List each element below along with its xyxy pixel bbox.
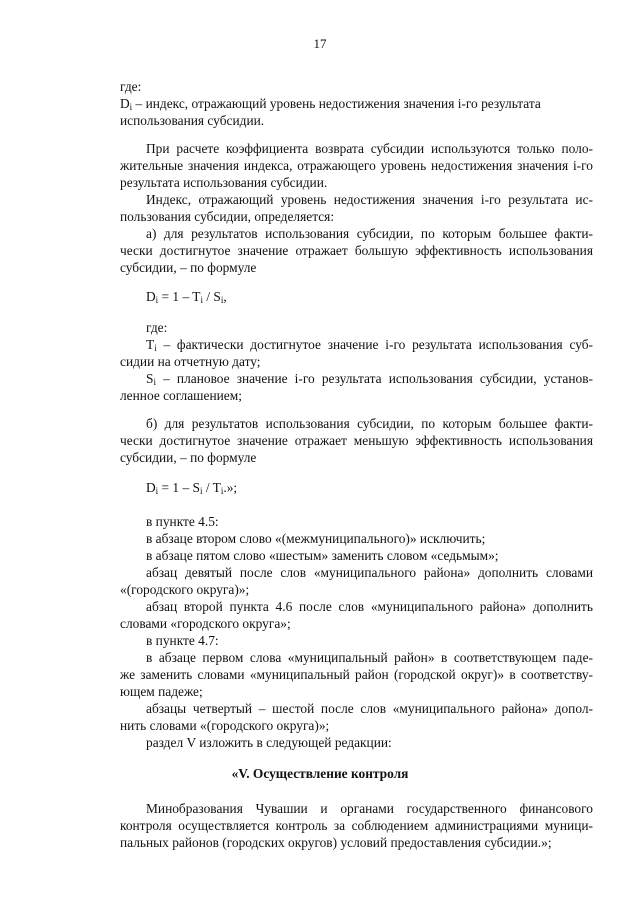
page-number: 17 [313,36,327,51]
text-line: в пункте 4.7: [146,633,219,648]
text-line: субсидии, – по формуле [120,260,257,275]
formula-1: $D_i = 1 - T_i / S_i$, [146,289,227,305]
text-line: а) для результатов использования субсидии, по которым большее факти- [146,226,593,241]
text-line: в абзаце первом слова «муниципальный район» в соответствующем паде- [146,650,593,665]
text-line: пальных районов (городских округов) условий предоставления субсидии.»; [120,835,552,850]
text-line: результата использования субсидии. [120,175,328,190]
text-line: раздел V изложить в следующей редакции: [146,735,392,750]
text-line: в пункте 4.5: [146,514,219,529]
text-line: чески достигнутое значение отражает большую эффективность использования [120,243,593,258]
text-line: где: [146,320,168,335]
text-line: $T_i$ – фактически достигнутое значение i-го результата использования суб- [146,337,593,353]
text-line: контроля осуществляется контроль за соблюдением администрациями муници- [120,818,593,833]
text-line: где: [120,79,142,94]
text-line: При расчете коэффициента возврата субсидии используются только поло- [146,141,593,156]
text-line: $D_i$ – индекс, отражающий уровень недостижения значения i-го результата [120,96,541,112]
text-line: использования субсидии. [120,113,265,128]
text-line: ленное соглашением; [120,388,242,403]
text-line: ющем падеже; [120,684,203,699]
text-line: $S_i$ – плановое значение i-го результата использования субсидии, установ- [146,371,593,387]
text-line: нить словами «(городского округа)»; [120,718,330,733]
text-line: в абзаце пятом слово «шестым» заменить словом «седьмым»; [146,548,499,563]
text-line: в абзаце втором слово «(межмуниципального)» исключить; [146,531,486,546]
text-line: сидии на отчетную дату; [120,354,261,369]
text-line: же заменить словами «муниципальный район (городской округ)» в соответству- [120,667,593,682]
text-line: абзацы четвертый – шестой после слов «муниципального района» допол- [146,701,593,716]
text-line: б) для результатов использования субсидии, по которым большее факти- [146,416,593,431]
text-line: чески достигнутое значение отражает меньшую эффективность использования [120,433,593,448]
text-line: Минобразования Чувашии и органами государственного финансового [146,801,593,816]
text-line: жительные значения индекса, отражающего уровень недостижения значения i-го [120,158,593,173]
text-line: словами «городского округа»; [120,616,291,631]
section-heading: «V. Осуществление контроля [231,766,409,781]
text-line: пользования субсидии, определяется: [120,209,335,224]
text-line: абзац девятый после слов «муниципального района» дополнить словами [146,565,593,580]
text-line: субсидии, – по формуле [120,450,257,465]
formula-2: $D_i = 1 - S_i / T_i$.»; [146,480,238,496]
text-line: «(городского округа)»; [120,582,250,597]
text-line: абзац второй пункта 4.6 после слов «муниципального района» дополнить [146,599,593,614]
text-line: Индекс, отражающий уровень недостижения значения i-го результата ис- [146,192,593,207]
